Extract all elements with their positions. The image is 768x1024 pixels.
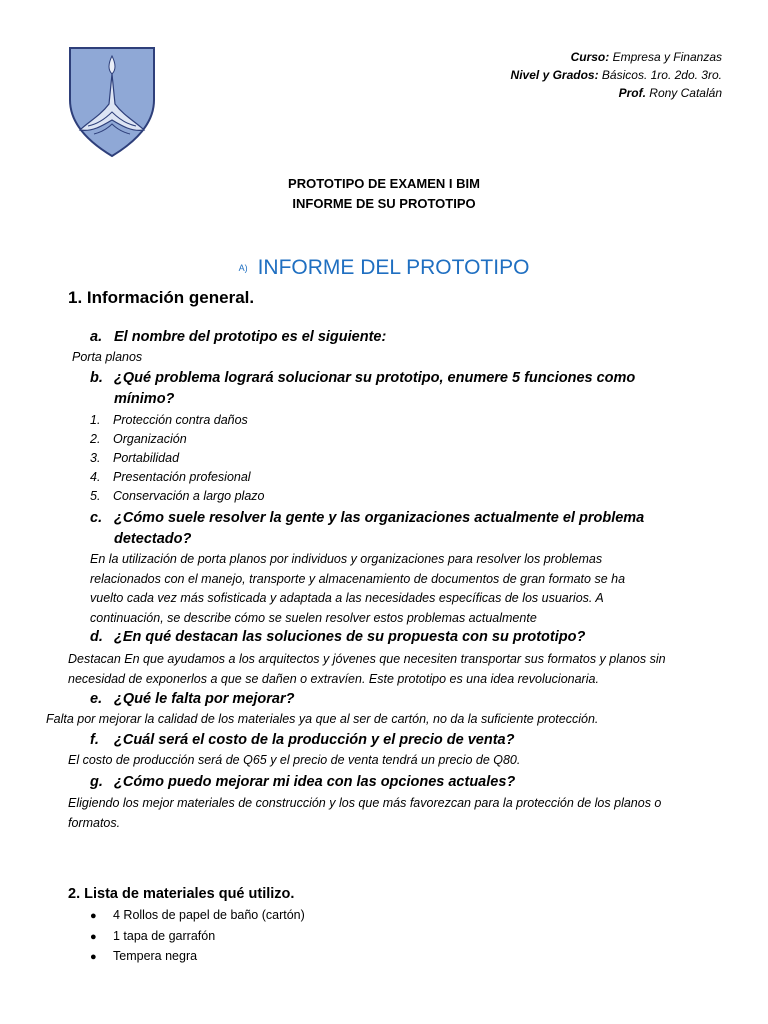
exam-title: PROTOTIPO DE EXAMEN I BIM <box>288 176 480 191</box>
course-label: Curso: <box>570 50 610 64</box>
question-g-label: g. <box>90 774 103 790</box>
bullet-icon: ● <box>90 951 97 963</box>
answer-d-line: Destacan En que ayudamos a los arquitectos y jóvenes que necesiten transportar sus formatos y planos sin <box>68 652 666 666</box>
question-d <box>90 627 585 648</box>
professor-value: Rony Catalán <box>649 86 722 100</box>
bullet-icon: ● <box>90 930 97 943</box>
answer-c-line: En la utilización de porta planos por individuos y organizaciones para resolver los problemas <box>90 552 603 566</box>
professor-line <box>511 84 722 102</box>
section-1-heading: 1. Información general. <box>68 288 255 307</box>
level-label: Nivel y Grados: <box>510 68 599 82</box>
answer-g <box>68 794 661 833</box>
report-title: INFORME DE SU PROTOTIPO <box>292 196 476 211</box>
question-b-label: b. <box>90 370 103 386</box>
list-item: ● 1 tapa de garrafón <box>90 927 305 948</box>
section-a-heading <box>0 256 768 280</box>
question-c-text-line2: detectado? <box>114 531 192 547</box>
question-c <box>90 508 644 550</box>
section-a-marker: A) <box>238 263 248 273</box>
answer-d <box>68 650 666 689</box>
answer-f: El costo de producción será de Q65 y el precio de venta tendrá un precio de Q80. <box>68 753 521 767</box>
question-d-label: d. <box>90 629 103 645</box>
question-a <box>90 327 386 348</box>
question-e-label: e. <box>90 691 103 707</box>
section-2-heading: 2. Lista de materiales qué utilizo. <box>68 886 295 902</box>
question-a-text: El nombre del prototipo es el siguiente: <box>114 329 387 345</box>
question-f-text: ¿Cuál será el costo de la producción y el precio de venta? <box>114 732 515 748</box>
level-value: Básicos. 1ro. 2do. 3ro. <box>601 68 722 82</box>
question-c-label: c. <box>90 510 103 526</box>
answer-g-line: formatos. <box>68 815 121 830</box>
bullet-icon: ● <box>90 910 97 922</box>
list-item: 1. Protección contra daños <box>90 413 248 427</box>
answer-g-line: Eligiendo los mejor materiales de construcción y los que más favorezcan para la protección de los planos o <box>68 796 662 810</box>
answer-c-line: continuación, se describe cómo se suelen resolver estos problemas actualmente <box>90 610 537 625</box>
question-e-text: ¿Qué le falta por mejorar? <box>114 691 295 707</box>
professor-label: Prof. <box>618 86 646 100</box>
course-info <box>511 48 722 102</box>
list-item: 2. Organización <box>90 432 187 446</box>
answer-c-line: relacionados con el manejo, transporte y almacenamiento de documentos de gran formato se ha <box>90 571 626 586</box>
functions-list <box>90 411 264 506</box>
answer-c <box>90 550 625 628</box>
question-b-text-line1: ¿Qué problema logrará solucionar su prototipo, enumere 5 funciones como <box>114 370 636 386</box>
course-line <box>511 48 722 66</box>
question-g-text: ¿Cómo puedo mejorar mi idea con las opciones actuales? <box>114 774 516 790</box>
question-f-label: f. <box>90 732 99 748</box>
list-item: ● Tempera negra <box>90 947 305 968</box>
question-g <box>90 772 515 793</box>
question-f <box>90 730 514 751</box>
school-crest-logo <box>68 46 156 158</box>
list-item: 4. Presentación profesional <box>90 470 251 484</box>
question-c-text-line1: ¿Cómo suele resolver la gente y las organizaciones actualmente el problema <box>114 510 645 526</box>
section-a-title: INFORME DEL PROTOTIPO <box>257 256 530 279</box>
list-item: 5. Conservación a largo plazo <box>90 489 265 503</box>
question-e <box>90 689 295 710</box>
materials-list <box>90 906 305 968</box>
question-d-text: ¿En qué destacan las soluciones de su propuesta con su prototipo? <box>114 629 586 645</box>
course-value: Empresa y Finanzas <box>612 50 722 64</box>
answer-d-line: necesidad de exponerlos a que se dañen o extravíen. Este prototipo es una idea revolucionaria. <box>68 671 599 686</box>
list-item: 3. Portabilidad <box>90 451 180 465</box>
answer-a: Porta planos <box>72 350 143 364</box>
answer-e: Falta por mejorar la calidad de los materiales ya que al ser de cartón, no da la suficiente protección. <box>46 712 599 726</box>
list-item: ● 4 Rollos de papel de baño (cartón) <box>90 906 305 927</box>
question-b <box>90 368 635 410</box>
question-b-text-line2: mínimo? <box>114 391 175 407</box>
question-a-label: a. <box>90 329 103 345</box>
level-line <box>511 66 722 84</box>
answer-c-line: vuelto cada vez más sofisticada y adaptada a las necesidades específicas de los usuarios. A <box>90 591 604 605</box>
